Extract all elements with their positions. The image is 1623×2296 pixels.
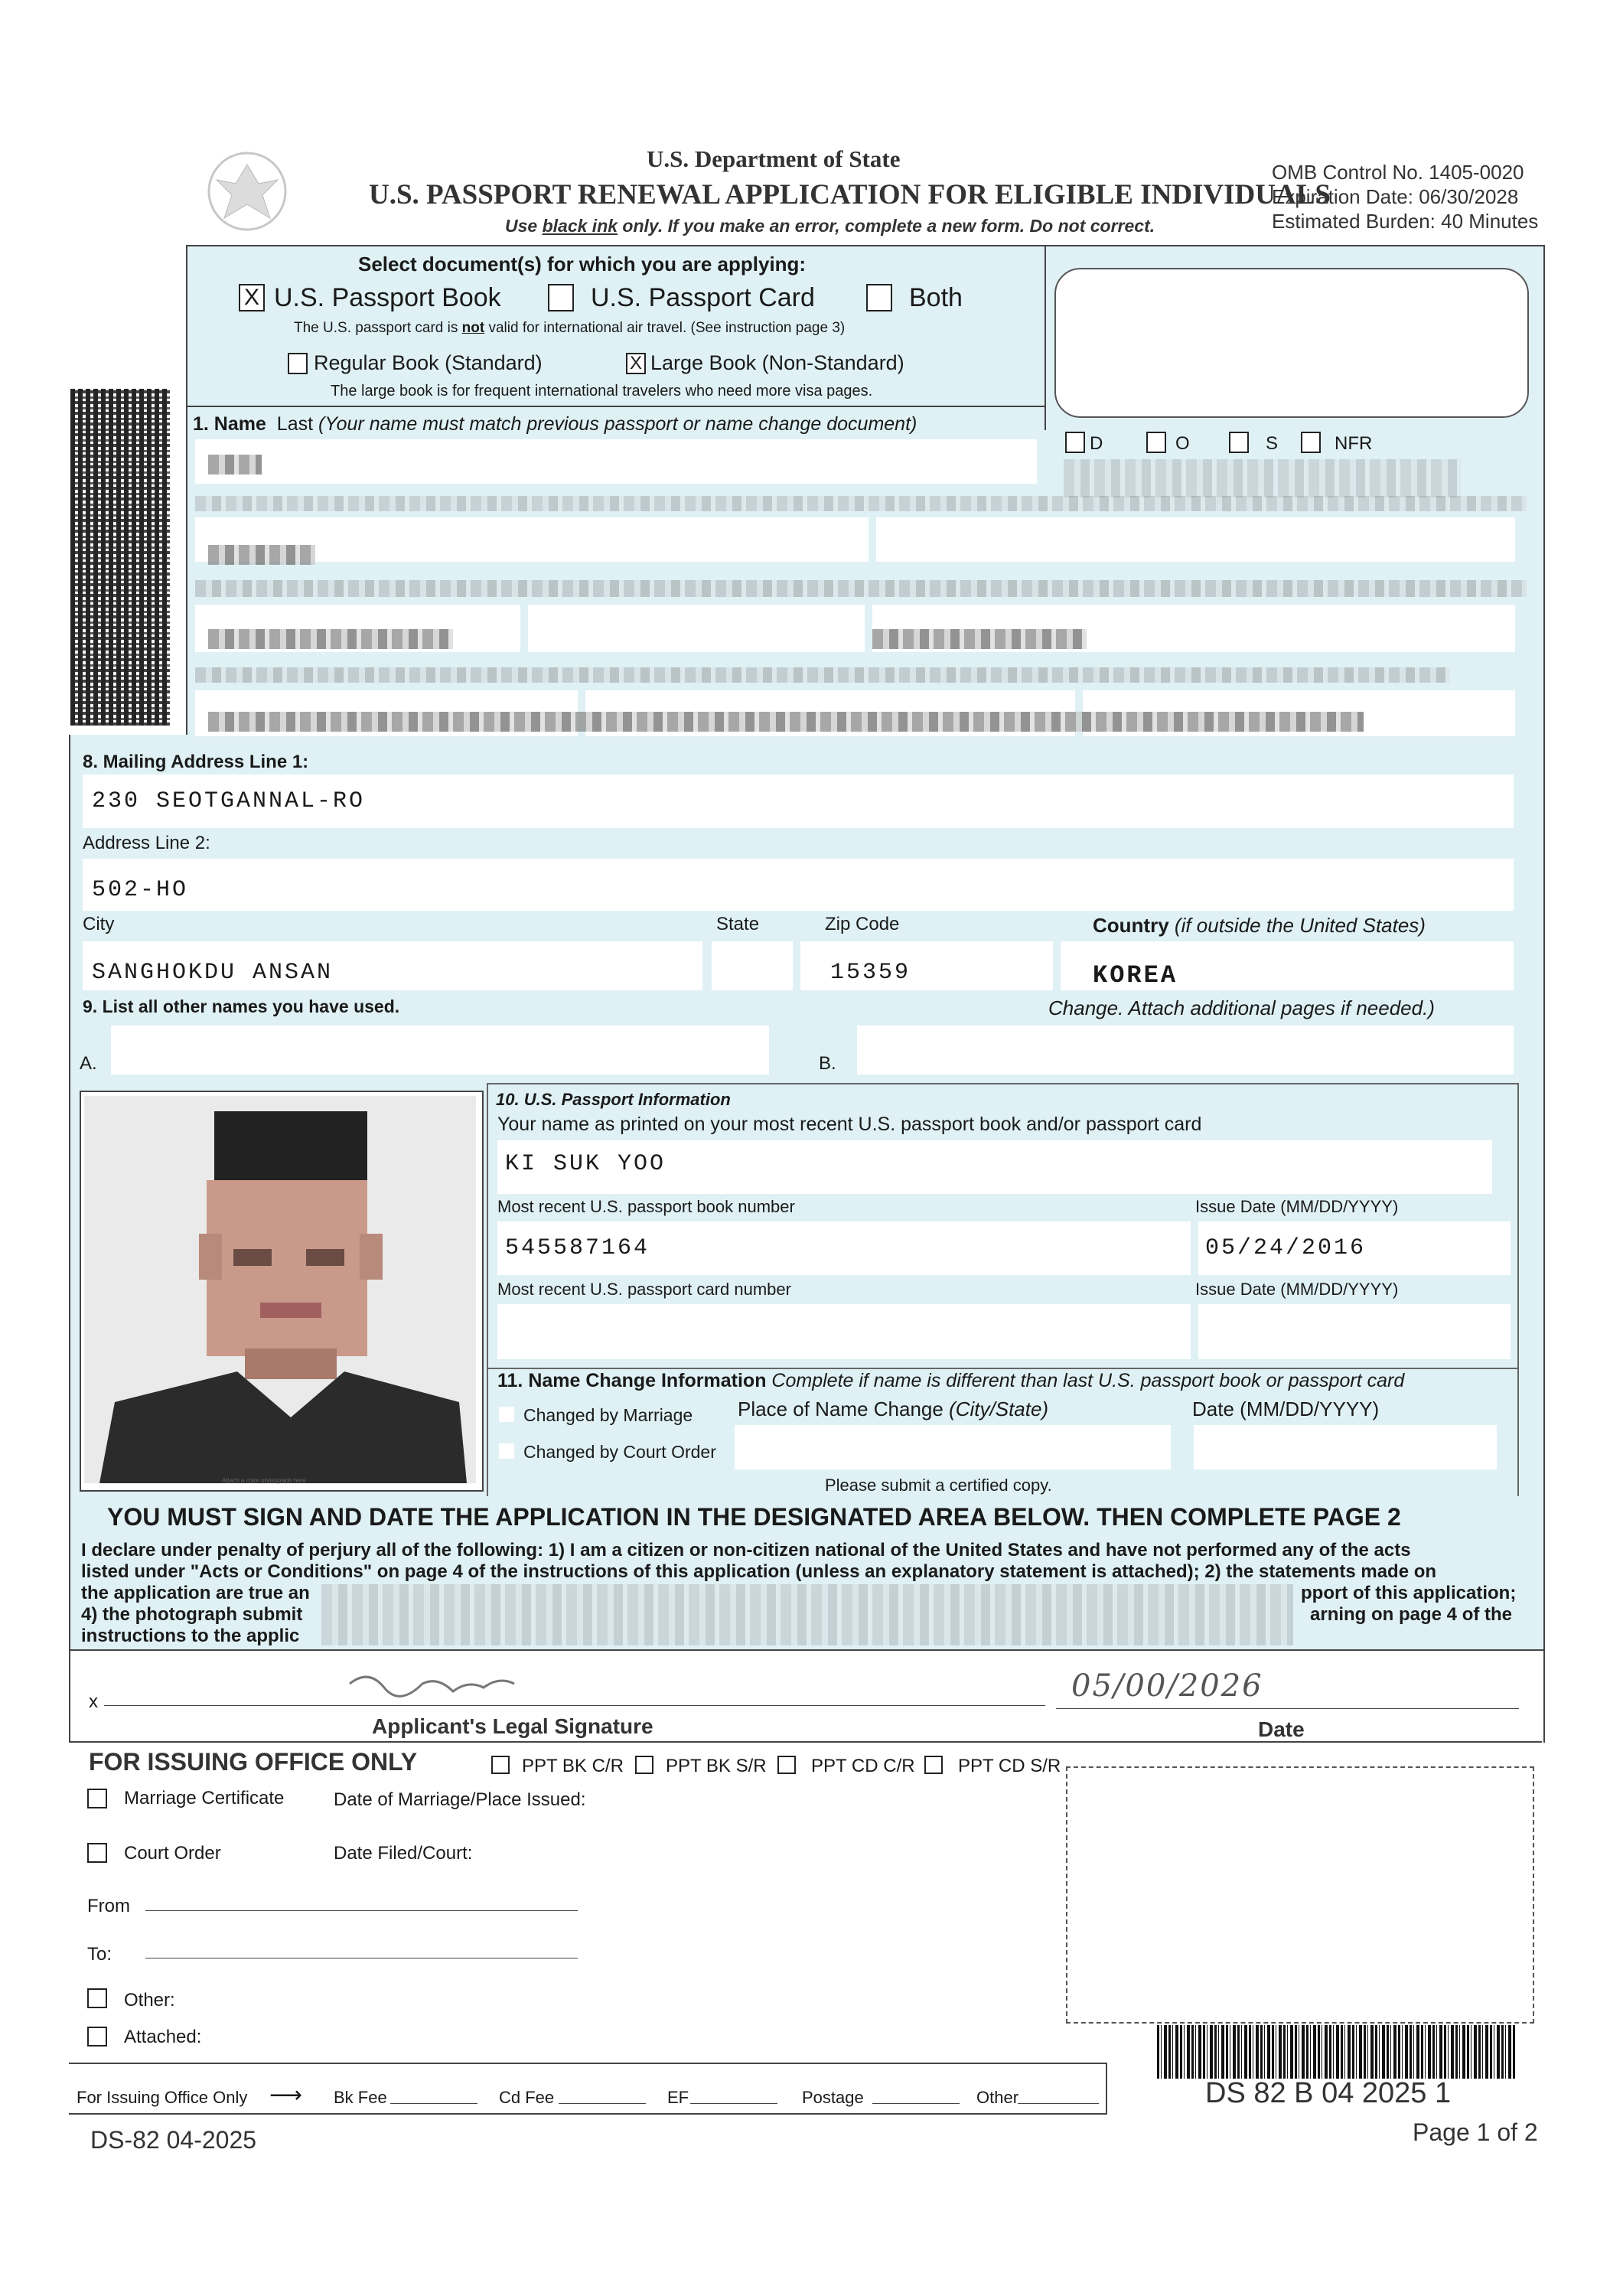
- book-issue-date-value: 05/24/2016: [1205, 1235, 1367, 1261]
- to-label: To:: [87, 1944, 112, 1965]
- section10-label: 10. U.S. Passport Information: [496, 1090, 731, 1109]
- office-s-label: S: [1266, 433, 1279, 454]
- section9-label-end: Change. Attach additional pages if needed.): [1048, 996, 1435, 1019]
- office-nfr-checkbox[interactable]: [1301, 432, 1321, 453]
- zip-label: Zip Code: [825, 914, 900, 934]
- card-issue-date-field[interactable]: [1198, 1304, 1511, 1359]
- city-value: SANGHOKDU ANSAN: [92, 960, 334, 986]
- photo-caption: Attach a color photograph here: [222, 1477, 306, 1484]
- ink-instruction-pre: Use: [505, 216, 543, 236]
- signature-label: Applicant's Legal Signature: [372, 1714, 653, 1738]
- section11-hint: Complete if name is different than last U.S. passport book or passport card: [771, 1370, 1405, 1391]
- expiration-date: Expiration Date: 06/30/2028: [1272, 185, 1519, 208]
- other-name-b-label: B.: [819, 1053, 836, 1074]
- office-stamp-box: [1066, 1766, 1534, 2024]
- card-note-post: valid for international air travel. (See instruction page 3): [484, 320, 846, 336]
- address-line2-label: Address Line 2:: [83, 833, 210, 853]
- ppt-bk-cr-label: PPT BK C/R: [522, 1756, 624, 1776]
- contact-values-redacted: [208, 712, 1364, 732]
- issue-date-label: Issue Date (MM/DD/YYYY): [1195, 1197, 1399, 1216]
- section1-label: [193, 413, 917, 435]
- both-label: Both: [909, 283, 963, 312]
- court-order-checkbox[interactable]: [87, 1843, 107, 1863]
- section1-divider: [187, 406, 1045, 407]
- card-note-not: not: [461, 320, 485, 336]
- first-middle-label-redacted: [195, 496, 1527, 511]
- from-label: From: [87, 1896, 130, 1916]
- office-use-box: [1054, 268, 1529, 418]
- postage-line: [872, 2103, 960, 2104]
- ef-line: [690, 2103, 777, 2104]
- card-number-field[interactable]: [497, 1304, 1191, 1359]
- ink-instruction-post: only. If you make an error, complete a new form. Do not correct.: [618, 216, 1155, 236]
- signature-x: x: [89, 1691, 98, 1712]
- declaration-line-4-end: arning on page 4 of the: [1310, 1604, 1513, 1625]
- bk-fee-line: [390, 2103, 477, 2104]
- book-number-label: Most recent U.S. passport book number: [497, 1197, 795, 1216]
- date-of-marriage-label: Date of Marriage/Place Issued:: [334, 1789, 586, 1810]
- bk-fee-label: Bk Fee: [334, 2088, 387, 2107]
- other-label: Other:: [124, 1990, 175, 2011]
- date-label-text: Date: [1192, 1397, 1234, 1420]
- declaration-line-2: listed under "Acts or Conditions" on page 4 of the instructions of this application (unless an explanatory statement is attached); 2) the statements made on: [81, 1561, 1437, 1582]
- from-line: [145, 1910, 578, 1911]
- country-label-text: Country: [1093, 914, 1169, 937]
- declaration-line-3-start: the application are true an: [81, 1583, 310, 1603]
- name-change-date-field[interactable]: [1194, 1425, 1497, 1469]
- attached-label: Attached:: [124, 2027, 202, 2047]
- card-validity-note: [294, 320, 845, 337]
- fee-row-label: For Issuing Office Only: [77, 2088, 248, 2107]
- declaration-line-5: instructions to the applic: [81, 1626, 300, 1646]
- office-fields-redacted: [1064, 459, 1462, 497]
- page-number: Page 1 of 2: [1413, 2118, 1538, 2146]
- contact-labels-redacted: [195, 667, 1450, 683]
- ppt-cd-cr-checkbox[interactable]: [777, 1756, 796, 1774]
- sign-heading: YOU MUST SIGN AND DATE THE APPLICATION IN THE DESIGNATED AREA BELOW. THEN COMPLETE PAGE 2: [107, 1503, 1401, 1531]
- last-name-field[interactable]: [195, 439, 1037, 484]
- state-field[interactable]: [712, 941, 793, 990]
- department-name: U.S. Department of State: [647, 145, 901, 172]
- other-name-a-label: A.: [80, 1053, 97, 1074]
- declaration-line-3-end: pport of this application;: [1301, 1583, 1517, 1603]
- fee-arrow-icon: ⟶: [269, 2082, 303, 2108]
- country-value: KOREA: [1093, 961, 1178, 990]
- address-line2-value: 502-HO: [92, 877, 189, 903]
- estimated-burden: Estimated Burden: 40 Minutes: [1272, 210, 1539, 233]
- passport-book-checkbox[interactable]: [239, 284, 265, 311]
- birth-labels-redacted: [195, 580, 1527, 597]
- cd-fee-label: Cd Fee: [499, 2088, 555, 2107]
- changed-by-marriage-checkbox[interactable]: [497, 1405, 516, 1424]
- card-number-label: Most recent U.S. passport card number: [497, 1280, 791, 1299]
- date-line: [1056, 1708, 1519, 1709]
- both-checkbox[interactable]: [866, 284, 892, 311]
- section11-title: 11. Name Change Information: [497, 1370, 767, 1391]
- office-o-label: O: [1175, 433, 1190, 454]
- zip-value: 15359: [830, 960, 911, 986]
- postage-label: Postage: [802, 2088, 864, 2107]
- middle-name-field[interactable]: [876, 517, 1515, 562]
- changed-by-court-label: Changed by Court Order: [523, 1442, 716, 1462]
- form-top-divider: [1045, 246, 1046, 430]
- issuing-office-heading: FOR ISSUING OFFICE ONLY: [89, 1748, 418, 1776]
- passport-book-check-mark: X: [243, 285, 259, 310]
- passport-card-label: U.S. Passport Card: [591, 283, 815, 312]
- card-note-pre: The U.S. passport card is: [294, 320, 462, 336]
- other-checkbox[interactable]: [87, 1988, 107, 2008]
- place-of-name-change-label: [738, 1397, 1048, 1421]
- country-label: [1093, 914, 1426, 938]
- birthplace-redacted: [872, 629, 1087, 649]
- declaration-line-1: I declare under penalty of perjury all of the following: 1) I am a citizen or non-citizen national of the United States and have not performed any of the acts: [81, 1540, 1411, 1561]
- issuing-office-section: [69, 1741, 1542, 1743]
- court-order-label: Court Order: [124, 1843, 221, 1864]
- name-change-date-label: [1192, 1397, 1379, 1421]
- ef-label: EF: [667, 2088, 689, 2107]
- form-barcode: [1157, 2025, 1517, 2079]
- birth-values-redacted: [208, 629, 453, 649]
- barcode-text: DS 82 B 04 2025 1: [1205, 2077, 1452, 2109]
- other-name-a-field[interactable]: [111, 1026, 769, 1075]
- signature-date-value: 05/00/2026: [1071, 1668, 1263, 1704]
- first-name-redacted: [208, 545, 315, 565]
- ppt-cd-cr-label: PPT CD C/R: [811, 1756, 915, 1776]
- other-name-b-field[interactable]: [857, 1026, 1514, 1075]
- ppt-cd-sr-checkbox[interactable]: [924, 1756, 943, 1774]
- regular-book-label: Regular Book (Standard): [314, 351, 543, 374]
- marriage-certificate-checkbox[interactable]: [87, 1789, 107, 1808]
- name-printed-label: Your name as printed on your most recent U.S. passport book and/or passport card: [497, 1114, 1202, 1135]
- ppt-bk-sr-label: PPT BK S/R: [666, 1756, 767, 1776]
- state-department-seal-icon: [205, 149, 289, 233]
- date-label: Date: [1258, 1717, 1305, 1741]
- section9-label-start: 9. List all other names you have used.: [83, 996, 400, 1016]
- passport-book-label: U.S. Passport Book: [274, 283, 501, 312]
- marriage-certificate-label: Marriage Certificate: [124, 1788, 285, 1808]
- name-label: 1. Name: [193, 413, 266, 435]
- ink-instruction-ink: black ink: [542, 216, 618, 236]
- ppt-cd-sr-label: PPT CD S/R: [958, 1756, 1061, 1776]
- section11-label: [497, 1370, 1404, 1392]
- regular-book-checkbox[interactable]: [288, 353, 308, 374]
- changed-by-marriage-label: Changed by Marriage: [523, 1405, 693, 1425]
- attached-checkbox[interactable]: [87, 2027, 107, 2047]
- sex-field[interactable]: [528, 605, 865, 652]
- last-name-label: Last: [276, 413, 314, 435]
- country-hint: (if outside the United States): [1174, 914, 1426, 937]
- large-book-note: The large book is for frequent international travelers who need more visa pages.: [331, 383, 873, 400]
- other-fee-label: Other: [976, 2088, 1019, 2107]
- large-book-label: Large Book (Non-Standard): [650, 351, 904, 374]
- book-number-value: 545587164: [505, 1235, 650, 1261]
- office-d-label: D: [1090, 433, 1103, 454]
- large-book-checkbox[interactable]: [626, 353, 646, 374]
- section8-label: 8. Mailing Address Line 1:: [83, 752, 309, 772]
- date-filed-label: Date Filed/Court:: [334, 1843, 473, 1864]
- ink-instruction: [505, 216, 1155, 236]
- applicant-photo: [84, 1096, 476, 1483]
- declaration-redacted: [321, 1584, 1293, 1645]
- form-id: DS-82 04-2025: [90, 2126, 257, 2154]
- date-hint: (MM/DD/YYYY): [1240, 1397, 1380, 1420]
- omb-control-number: OMB Control No. 1405-0020: [1272, 161, 1524, 184]
- state-label: State: [716, 914, 760, 934]
- address-line2-field[interactable]: [83, 859, 1514, 911]
- declaration-line-4-start: 4) the photograph submit: [81, 1604, 303, 1625]
- last-name-redacted: [208, 455, 262, 475]
- place-of-name-change-field[interactable]: [735, 1425, 1171, 1469]
- other-fee-line: [1018, 2103, 1099, 2104]
- city-label: City: [83, 914, 115, 934]
- passport-name-value: KI SUK YOO: [505, 1151, 666, 1177]
- doc-select-heading: Select document(s) for which you are applying:: [358, 253, 807, 276]
- ppt-bk-cr-checkbox[interactable]: [491, 1756, 510, 1774]
- card-issue-date-label: Issue Date (MM/DD/YYYY): [1195, 1280, 1399, 1299]
- side-2d-barcode: [70, 389, 170, 726]
- last-name-hint: (Your name must match previous passport or name change document): [318, 413, 917, 435]
- passport-card-checkbox[interactable]: [548, 284, 574, 311]
- office-o-checkbox[interactable]: [1146, 432, 1166, 453]
- office-s-checkbox[interactable]: [1229, 432, 1249, 453]
- changed-by-court-checkbox[interactable]: [497, 1442, 516, 1460]
- office-d-checkbox[interactable]: [1065, 432, 1085, 453]
- place-hint: (City/State): [949, 1397, 1049, 1420]
- ppt-bk-sr-checkbox[interactable]: [635, 1756, 653, 1774]
- cd-fee-line: [559, 2103, 646, 2104]
- certified-copy-note: Please submit a certified copy.: [825, 1476, 1052, 1495]
- form-title: U.S. PASSPORT RENEWAL APPLICATION FOR ELIGIBLE INDIVIDUALS: [369, 179, 1331, 210]
- office-nfr-label: NFR: [1335, 433, 1373, 454]
- address-line1-value: 230 SEOTGANNAL-RO: [92, 788, 366, 814]
- place-label-text: Place of Name Change: [738, 1397, 943, 1420]
- large-book-check-mark: X: [629, 353, 642, 373]
